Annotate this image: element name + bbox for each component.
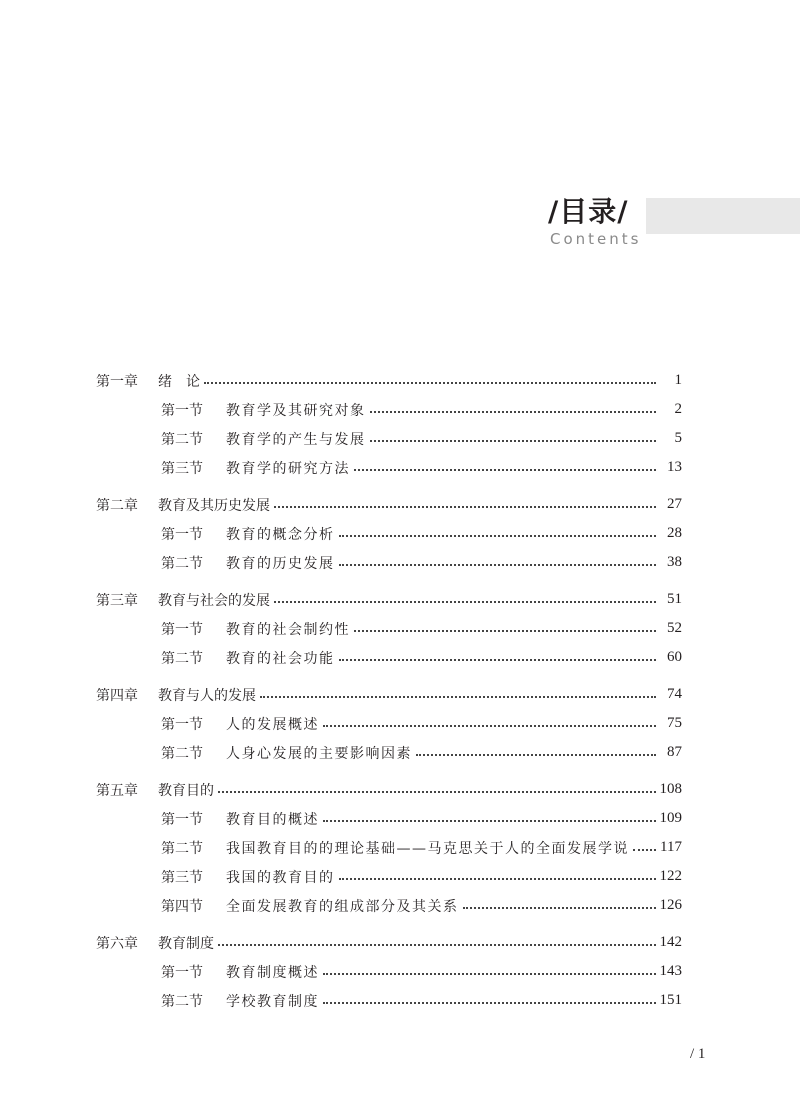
- toc-entry-page: 108: [659, 781, 682, 797]
- toc-section-entry[interactable]: [96, 891, 682, 920]
- toc-entry-number: 第一节: [161, 526, 203, 543]
- toc-entry-title: 全面发展教育的组成部分及其关系: [226, 898, 459, 915]
- dot-leader: [339, 878, 656, 880]
- dot-leader: [274, 506, 656, 508]
- toc-entry-number: 第三节: [161, 869, 203, 886]
- toc-section-entry[interactable]: [96, 519, 682, 548]
- toc-entry-title: 我国的教育目的: [226, 869, 335, 886]
- toc-entry-number: 第三章: [96, 592, 138, 609]
- toc-entry-page: 13: [667, 459, 682, 475]
- toc-entry-page: 87: [667, 744, 682, 760]
- toc-entry-number: 第二节: [161, 431, 203, 448]
- toc-entry-number: 第一节: [161, 964, 203, 981]
- toc-section-entry[interactable]: [96, 395, 682, 424]
- toc-section-entry[interactable]: [96, 643, 682, 672]
- toc-section-entry[interactable]: [96, 614, 682, 643]
- toc-entry-page: 75: [667, 715, 682, 731]
- dot-leader: [354, 469, 656, 471]
- toc-entry-title: 教育的社会功能: [226, 650, 335, 667]
- toc-entry-page: 151: [659, 992, 682, 1008]
- dot-leader: [370, 411, 657, 413]
- toc-section-entry[interactable]: [96, 548, 682, 577]
- dot-leader: [218, 944, 656, 946]
- toc-entry-page: 126: [659, 897, 682, 913]
- toc-entry-number: 第五章: [96, 782, 138, 799]
- dot-leader: [218, 791, 656, 793]
- toc-entry-page: 143: [659, 963, 682, 979]
- toc-chapter-entry[interactable]: [96, 680, 682, 709]
- toc-chapter-entry[interactable]: [96, 928, 682, 957]
- toc-entry-page: 142: [659, 934, 682, 950]
- toc-entry-number: 第一节: [161, 402, 203, 419]
- toc-entry-title: 绪 论: [158, 373, 200, 390]
- toc-entry-title: 教育的概念分析: [226, 526, 335, 543]
- toc-entry-title: 人身心发展的主要影响因素: [226, 745, 412, 762]
- toc-entry-number: 第二节: [161, 840, 203, 857]
- toc-entry-number: 第二节: [161, 993, 203, 1010]
- dot-leader: [339, 659, 657, 661]
- toc-entry-number: 第二节: [161, 745, 203, 762]
- dot-leader: [370, 440, 657, 442]
- toc-entry-page: 117: [660, 839, 682, 855]
- toc-entry-number: 第六章: [96, 935, 138, 952]
- dot-leader: [323, 973, 656, 975]
- dot-leader: [323, 1002, 656, 1004]
- toc-entry-title: 教育与人的发展: [158, 687, 256, 704]
- toc-entry-title: 教育目的: [158, 782, 214, 799]
- toc-entry-page: 28: [667, 525, 682, 541]
- toc-section-entry[interactable]: [96, 833, 682, 862]
- toc-entry-title: 教育及其历史发展: [158, 497, 270, 514]
- dot-leader: [274, 601, 656, 603]
- toc-entry-page: 1: [674, 372, 682, 388]
- header-decoration-bar: [646, 198, 800, 234]
- dot-leader: [323, 820, 656, 822]
- toc-entry-number: 第一节: [161, 716, 203, 733]
- toc-entry-number: 第一节: [161, 621, 203, 638]
- toc-chapter-entry[interactable]: [96, 490, 682, 519]
- dot-leader: [339, 535, 657, 537]
- toc-section-entry[interactable]: [96, 709, 682, 738]
- dot-leader: [463, 907, 656, 909]
- toc-entry-page: 60: [667, 649, 682, 665]
- toc-entry-page: 109: [659, 810, 682, 826]
- page-title: /目录/: [548, 195, 629, 228]
- toc-section-entry[interactable]: [96, 986, 682, 1015]
- footer-page-number: / 1: [690, 1046, 706, 1062]
- dot-leader: [204, 382, 656, 384]
- toc-section-entry[interactable]: [96, 862, 682, 891]
- dot-leader: [323, 725, 656, 727]
- toc-entry-page: 2: [674, 401, 682, 417]
- toc-entry-page: 51: [667, 591, 682, 607]
- toc-entry-number: 第三节: [161, 460, 203, 477]
- dot-leader: [633, 849, 656, 851]
- toc-entry-number: 第一节: [161, 811, 203, 828]
- toc-entry-title: 教育学的研究方法: [226, 460, 350, 477]
- toc-section-entry[interactable]: [96, 804, 682, 833]
- toc-entry-title: 教育制度: [158, 935, 214, 952]
- dot-leader: [354, 630, 656, 632]
- toc-entry-number: 第二章: [96, 497, 138, 514]
- toc-entry-page: 52: [667, 620, 682, 636]
- toc-entry-number: 第二节: [161, 555, 203, 572]
- toc-entry-title: 我国教育目的的理论基础——马克思关于人的全面发展学说: [226, 840, 629, 857]
- toc-chapter-entry[interactable]: [96, 585, 682, 614]
- dot-leader: [416, 754, 656, 756]
- toc-section-entry[interactable]: [96, 957, 682, 986]
- toc-entry-title: 教育与社会的发展: [158, 592, 270, 609]
- toc-entry-page: 38: [667, 554, 682, 570]
- toc-entry-number: 第四节: [161, 898, 203, 915]
- toc-entry-title: 教育制度概述: [226, 964, 319, 981]
- toc-section-entry[interactable]: [96, 453, 682, 482]
- toc-chapter-entry[interactable]: [96, 775, 682, 804]
- toc-entry-number: 第四章: [96, 687, 138, 704]
- toc-entry-title: 教育学及其研究对象: [226, 402, 366, 419]
- toc-entry-page: 74: [667, 686, 682, 702]
- toc-entry-title: 教育的历史发展: [226, 555, 335, 572]
- toc-section-entry[interactable]: [96, 424, 682, 453]
- dot-leader: [339, 564, 657, 566]
- toc-entry-page: 122: [659, 868, 682, 884]
- toc-entry-number: 第一章: [96, 373, 138, 390]
- toc-entry-title: 人的发展概述: [226, 716, 319, 733]
- dot-leader: [260, 696, 656, 698]
- toc-entry-number: 第二节: [161, 650, 203, 667]
- toc-entry-title: 学校教育制度: [226, 993, 319, 1010]
- page-subtitle: Contents: [550, 230, 642, 248]
- toc-section-entry[interactable]: [96, 738, 682, 767]
- toc-entry-page: 5: [674, 430, 682, 446]
- toc-entry-title: 教育的社会制约性: [226, 621, 350, 638]
- toc-entry-title: 教育学的产生与发展: [226, 431, 366, 448]
- toc-entry-title: 教育目的概述: [226, 811, 319, 828]
- toc-chapter-entry[interactable]: [96, 366, 682, 395]
- table-of-contents: [96, 366, 682, 1015]
- toc-entry-page: 27: [667, 496, 682, 512]
